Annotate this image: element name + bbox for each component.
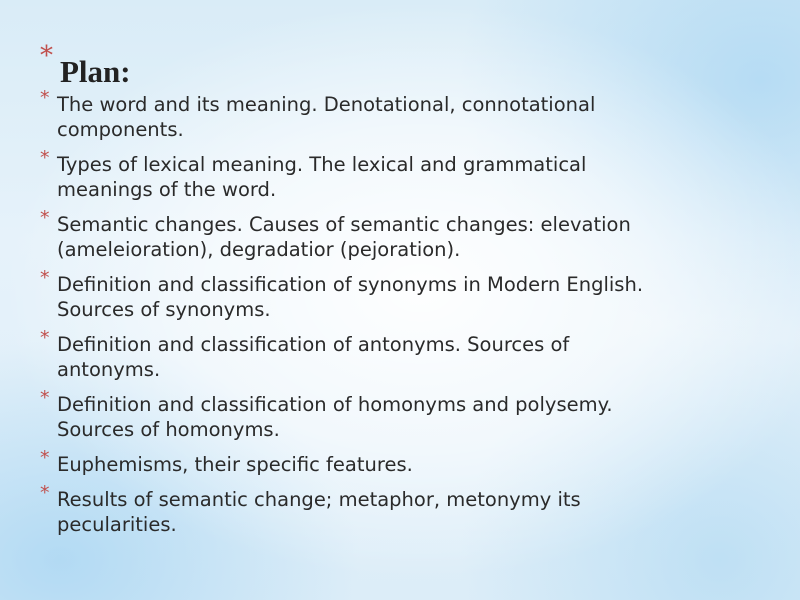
list-item-line: meanings of the word. [57, 178, 277, 201]
asterisk-bullet-icon: * [40, 387, 50, 409]
asterisk-bullet-icon: * [40, 41, 53, 71]
list-item-line: Definition and classification of antonyms. Sources of [57, 333, 570, 356]
asterisk-bullet-icon: * [40, 447, 50, 469]
list-item [40, 482, 740, 537]
list-item-line: (ameleioration), degradatior (pejoration). [57, 238, 461, 261]
plan-list [40, 87, 740, 547]
slide-title: Plan: [60, 54, 131, 89]
list-item-line: Euphemisms, their specific features. [57, 453, 413, 476]
asterisk-bullet-icon: * [40, 267, 50, 289]
list-item [40, 207, 740, 262]
list-item [40, 147, 740, 202]
list-item-line: Definition and classification of synonyms in Modern English. [57, 273, 644, 296]
list-item-line: The word and its meaning. Denotational, connotational [57, 93, 596, 116]
list-item-line: Sources of homonyms. [57, 418, 280, 441]
asterisk-bullet-icon: * [40, 482, 50, 504]
list-item [40, 267, 740, 322]
asterisk-bullet-icon: * [40, 207, 50, 229]
title-row [40, 41, 131, 90]
list-item-line: pecularities. [57, 513, 177, 536]
list-item-line: Results of semantic change; metaphor, metonymy its [57, 488, 581, 511]
asterisk-bullet-icon: * [40, 87, 50, 109]
list-item-line: Types of lexical meaning. The lexical and grammatical [57, 153, 587, 176]
list-item [40, 87, 740, 142]
list-item [40, 447, 740, 477]
list-item [40, 327, 740, 382]
list-item-line: Semantic changes. Causes of semantic changes: elevation [57, 213, 631, 236]
asterisk-bullet-icon: * [40, 327, 50, 349]
list-item-line: Sources of synonyms. [57, 298, 271, 321]
list-item-line: antonyms. [57, 358, 161, 381]
list-item-line: Definition and classification of homonyms and polysemy. [57, 393, 613, 416]
list-item-line: components. [57, 118, 184, 141]
list-item [40, 387, 740, 442]
asterisk-bullet-icon: * [40, 147, 50, 169]
